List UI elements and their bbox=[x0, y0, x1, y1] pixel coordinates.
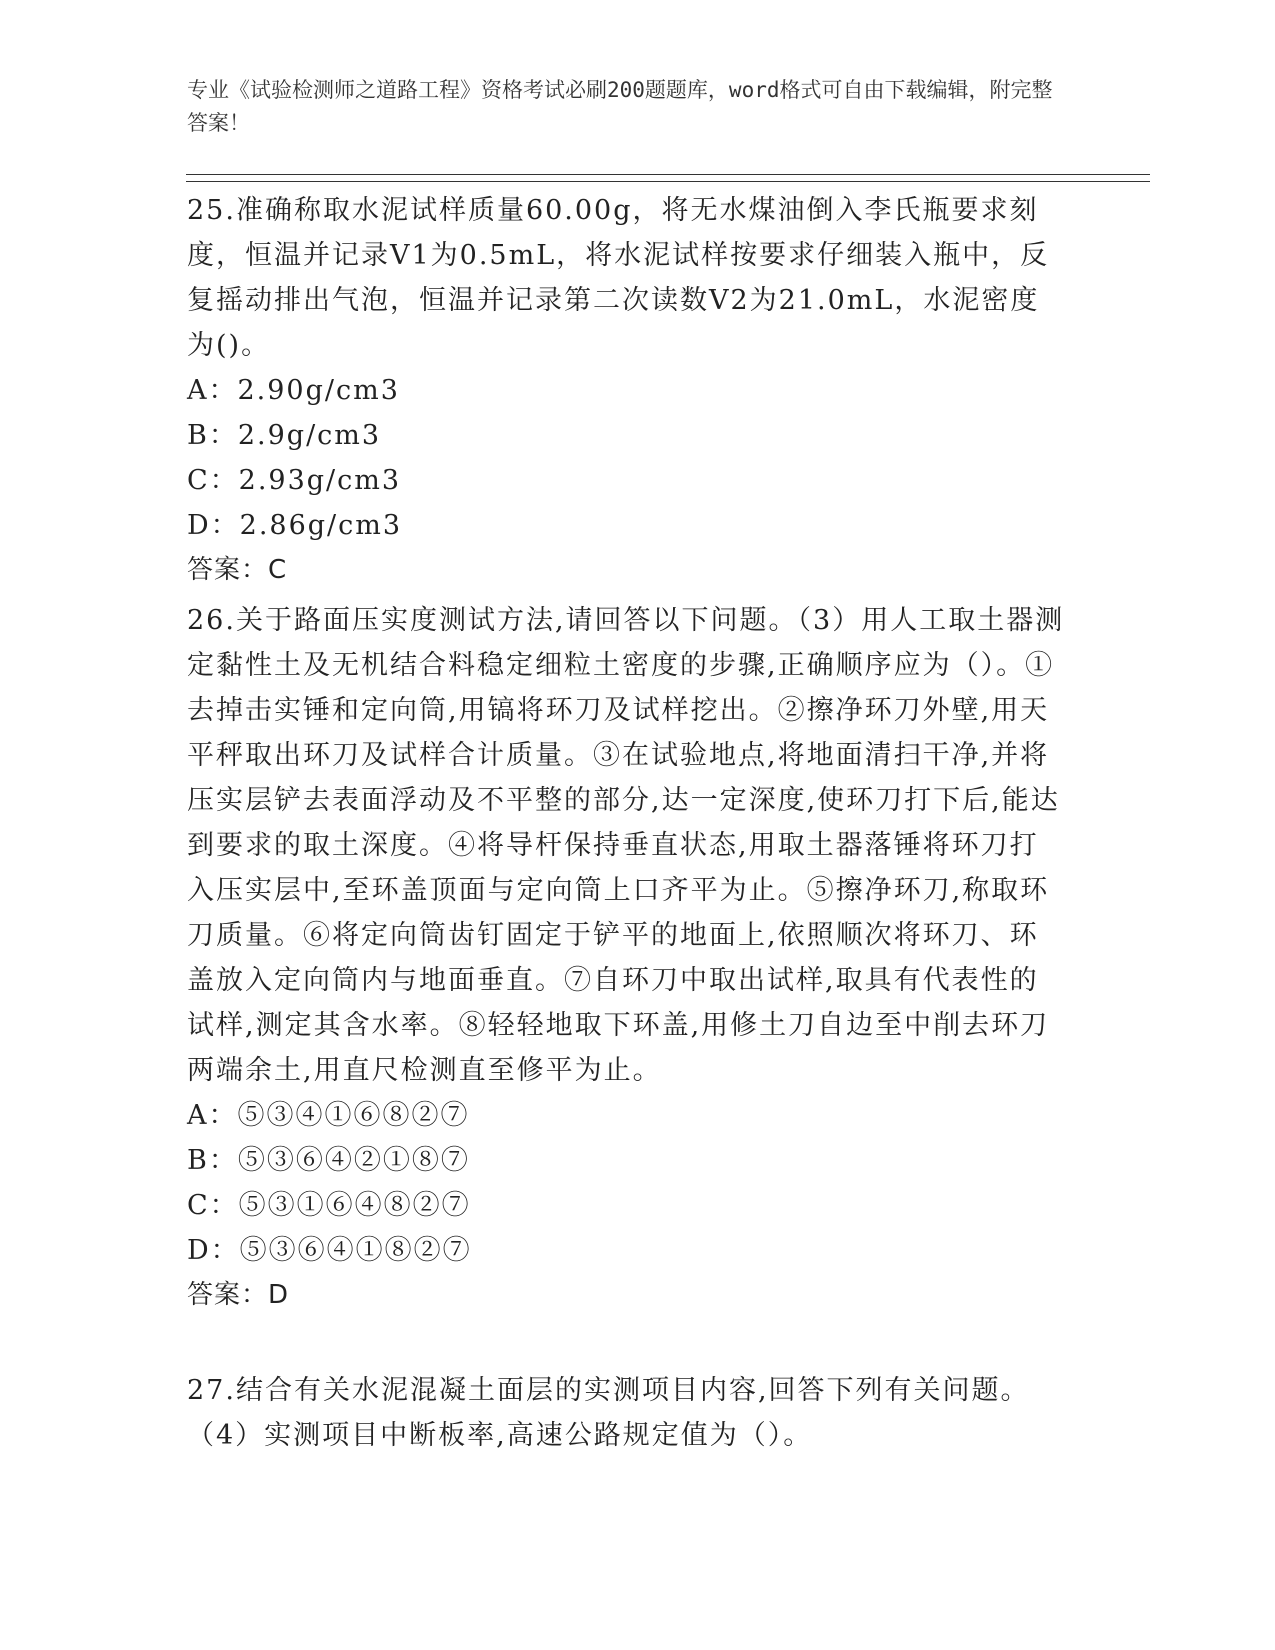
option-a: A：2.90g/cm3 bbox=[187, 375, 400, 406]
question-stem: 25.准确称取水泥试样质量60.00g，将无水煤油倒入李氏瓶要求刻度，恒温并记录V1为0.5mL，将水泥试样按要求仔细装入瓶中，反复摇动排出气泡，恒温并记录第二次读数V2为21.0mL，水泥密度为()。 bbox=[187, 195, 1050, 361]
question-26 bbox=[187, 598, 1067, 1318]
option-d: D：2.86g/cm3 bbox=[187, 510, 403, 541]
document-header bbox=[187, 74, 1067, 140]
question-27 bbox=[187, 1368, 1067, 1458]
header-text: 专业《试验检测师之道路工程》资格考试必刷200题题库，word格式可自由下载编辑，附完整答案！ bbox=[187, 78, 1053, 135]
option-d: D：⑤③⑥④①⑧②⑦ bbox=[187, 1235, 472, 1266]
answer-line: 答案：D bbox=[187, 1280, 290, 1310]
question-25 bbox=[187, 188, 1067, 593]
question-stem: 26.关于路面压实度测试方法,请回答以下问题。（3）用人工取土器测定黏性土及无机结合料稳定细粒土密度的步骤,正确顺序应为（）。①去掉击实锤和定向筒,用镐将环刀及试样挖出。②擦净环刀外壁,用天平秤取出环刀及试样合计质量。③在试验地点,将地面清扫干净,并将压实层铲去表面浮动及不平整的部分,达一定深度,使环刀打下后,能达到要求的取土深度。④将导杆保持垂直状态,用取土器落锤将环刀打入压实层中,至环盖顶面与定向筒上口齐平为止。⑤擦净环刀,称取环刀质量。⑥将定向筒齿钉固定于铲平的地面上,依照顺次将环刀、环盖放入定向筒内与地面垂直。⑦自环刀中取出试样,取具有代表性的试样,测定其含水率。⑧轻轻地取下环盖,用修土刀自边至中削去环刀两端余土,用直尺检测直至修平为止。 bbox=[187, 605, 1065, 1086]
header-divider-bottom bbox=[186, 181, 1150, 182]
option-c: C：⑤③①⑥④⑧②⑦ bbox=[187, 1190, 471, 1221]
option-a: A：⑤③④①⑥⑧②⑦ bbox=[187, 1100, 470, 1131]
option-b: B：⑤③⑥④②①⑧⑦ bbox=[187, 1145, 470, 1176]
header-divider-top bbox=[186, 174, 1150, 175]
answer-line: 答案：C bbox=[187, 555, 288, 585]
question-stem: 27.结合有关水泥混凝土面层的实测项目内容,回答下列有关问题。（4）实测项目中断板率,高速公路规定值为（）。 bbox=[187, 1375, 1030, 1451]
option-b: B：2.9g/cm3 bbox=[187, 420, 382, 451]
option-c: C：2.93g/cm3 bbox=[187, 465, 402, 496]
